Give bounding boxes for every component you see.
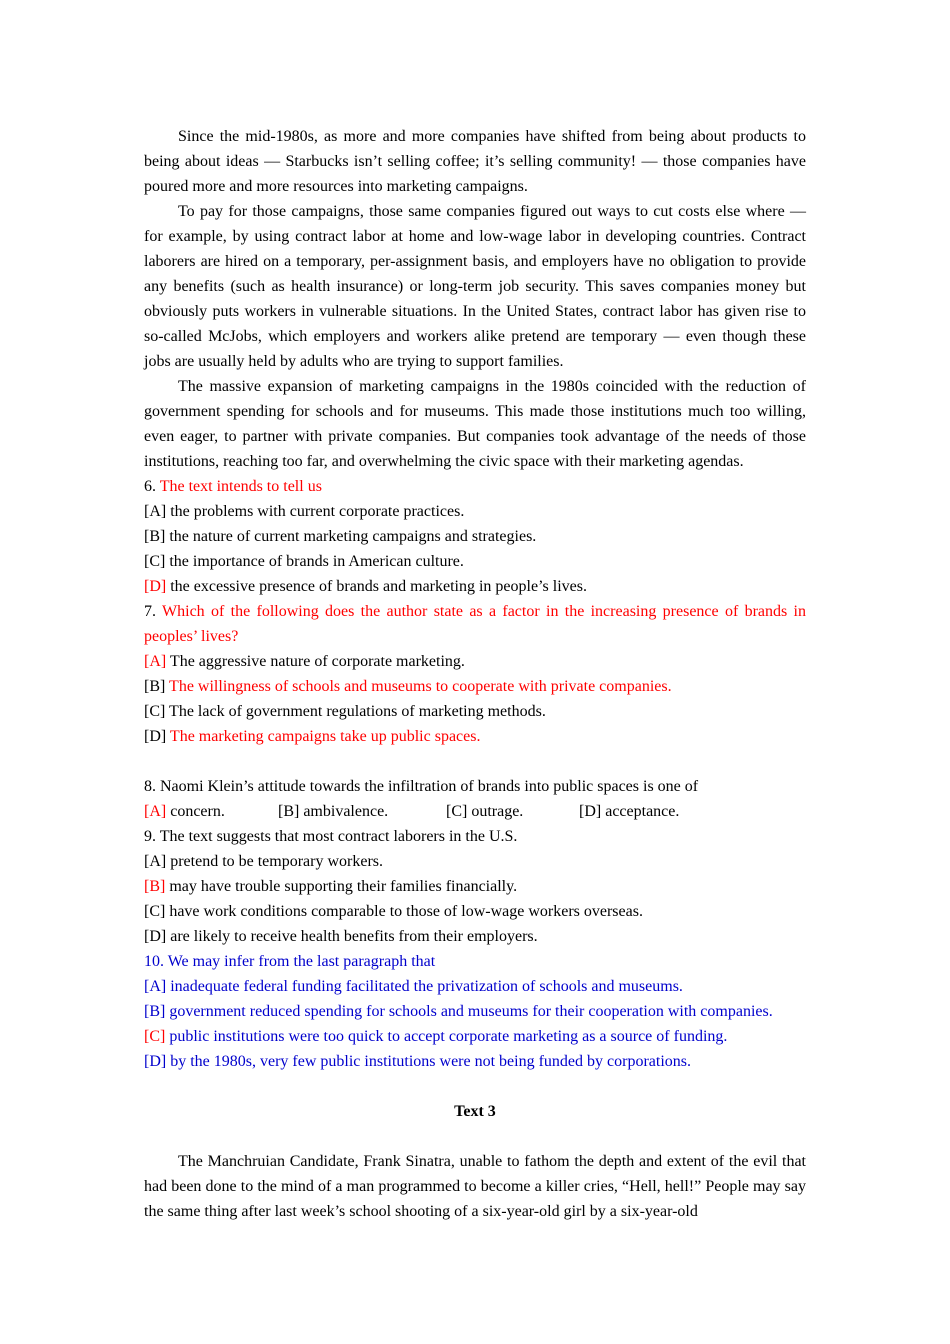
question-7 — [144, 599, 806, 749]
question-10-option-d: [D] by the 1980s, very few public institutions were not being funded by corporations. — [144, 1053, 691, 1070]
question-6-option-d: [D] the excessive presence of brands and marketing in people’s lives. — [144, 578, 587, 595]
text-3-paragraph-1: The Manchruian Candidate, Frank Sinatra, unable to fathom the depth and extent of the evil that had been done to the mind of a man programmed to become a killer cries, “Hell, hell!” People may say the same thing after last week’s school shooting of a six-year-old girl by a six-year-old — [144, 1153, 806, 1220]
question-8 — [144, 774, 806, 824]
question-6-option-c: [C] the importance of brands in American culture. — [144, 553, 464, 570]
passage-paragraph-2: To pay for those campaigns, those same companies figured out ways to cut costs else where — for example, by using contract labor at home and low-wage labor in developing countries. Contract laborers are hired on a temporary, per-assignment basis, and employers have no obligation to provide any benefits (such as health insurance) or long-term job security. This saves companies money but obviously puts workers in vulnerable situations. In the United States, contract labor has given rise to so-called McJobs, which employers and workers alike pretend are temporary — even though these jobs are usually held by adults who are trying to support families. — [144, 203, 806, 370]
question-7-option-b: [B] The willingness of schools and museums to cooperate with private companies. — [144, 678, 672, 695]
question-9-option-c: [C] have work conditions comparable to those of low-wage workers overseas. — [144, 903, 643, 920]
question-8-option-a: [A] concern. — [144, 803, 225, 820]
question-9-option-a: [A] pretend to be temporary workers. — [144, 853, 384, 870]
text-3-heading: Text 3 — [454, 1103, 496, 1120]
question-7-stem: 7. Which of the following does the author state as a factor in the increasing presence of brands in peoples’ lives? — [144, 603, 806, 645]
passage-paragraph-3: The massive expansion of marketing campaigns in the 1980s coincided with the reduction of government spending for schools and for museums. This made those institutions much too willing, even eager, to partner with private companies. But companies took advantage of the needs of those institutions, reaching too far, and overwhelming the civic space with their marketing agendas. — [144, 378, 806, 470]
question-10-option-b: [B] government reduced spending for schools and museums for their cooperation with companies. — [144, 1003, 773, 1020]
question-10 — [144, 949, 806, 1074]
question-9-stem: 9. The text suggests that most contract laborers in the U.S. — [144, 828, 518, 845]
question-9-option-b: [B] may have trouble supporting their families financially. — [144, 878, 518, 895]
question-8-option-d: [D] acceptance. — [579, 803, 680, 820]
question-9-option-d: [D] are likely to receive health benefits from their employers. — [144, 928, 538, 945]
blank-line — [144, 1074, 806, 1099]
question-6-option-b: [B] the nature of current marketing campaigns and strategies. — [144, 528, 537, 545]
question-8-stem: 8. Naomi Klein’s attitude towards the infiltration of brands into public spaces is one of — [144, 778, 699, 795]
question-7-option-c: [C] The lack of government regulations of marketing methods. — [144, 703, 546, 720]
question-10-option-c: [C] public institutions were too quick to accept corporate marketing as a source of funding. — [144, 1028, 728, 1045]
passage-paragraph-1: Since the mid-1980s, as more and more companies have shifted from being about products to being about ideas — Starbucks isn’t selling coffee; it’s selling community! — those companies have poured more and more resources into marketing campaigns. — [144, 128, 806, 195]
question-6-stem: 6. The text intends to tell us — [144, 478, 322, 495]
question-7-option-d: [D] The marketing campaigns take up public spaces. — [144, 728, 481, 745]
question-6 — [144, 474, 806, 599]
question-8-option-b: [B] ambivalence. — [278, 803, 389, 820]
document-page — [144, 124, 806, 1224]
question-8-option-c: [C] outrage. — [446, 803, 524, 820]
blank-line — [144, 749, 806, 774]
question-7-option-a: [A] The aggressive nature of corporate marketing. — [144, 653, 465, 670]
question-9 — [144, 824, 806, 949]
question-8-options — [144, 799, 806, 824]
blank-line — [144, 1124, 806, 1149]
question-6-option-a: [A] the problems with current corporate practices. — [144, 503, 465, 520]
question-10-stem: 10. We may infer from the last paragraph that — [144, 953, 436, 970]
question-10-option-a: [A] inadequate federal funding facilitated the privatization of schools and museums. — [144, 978, 683, 995]
